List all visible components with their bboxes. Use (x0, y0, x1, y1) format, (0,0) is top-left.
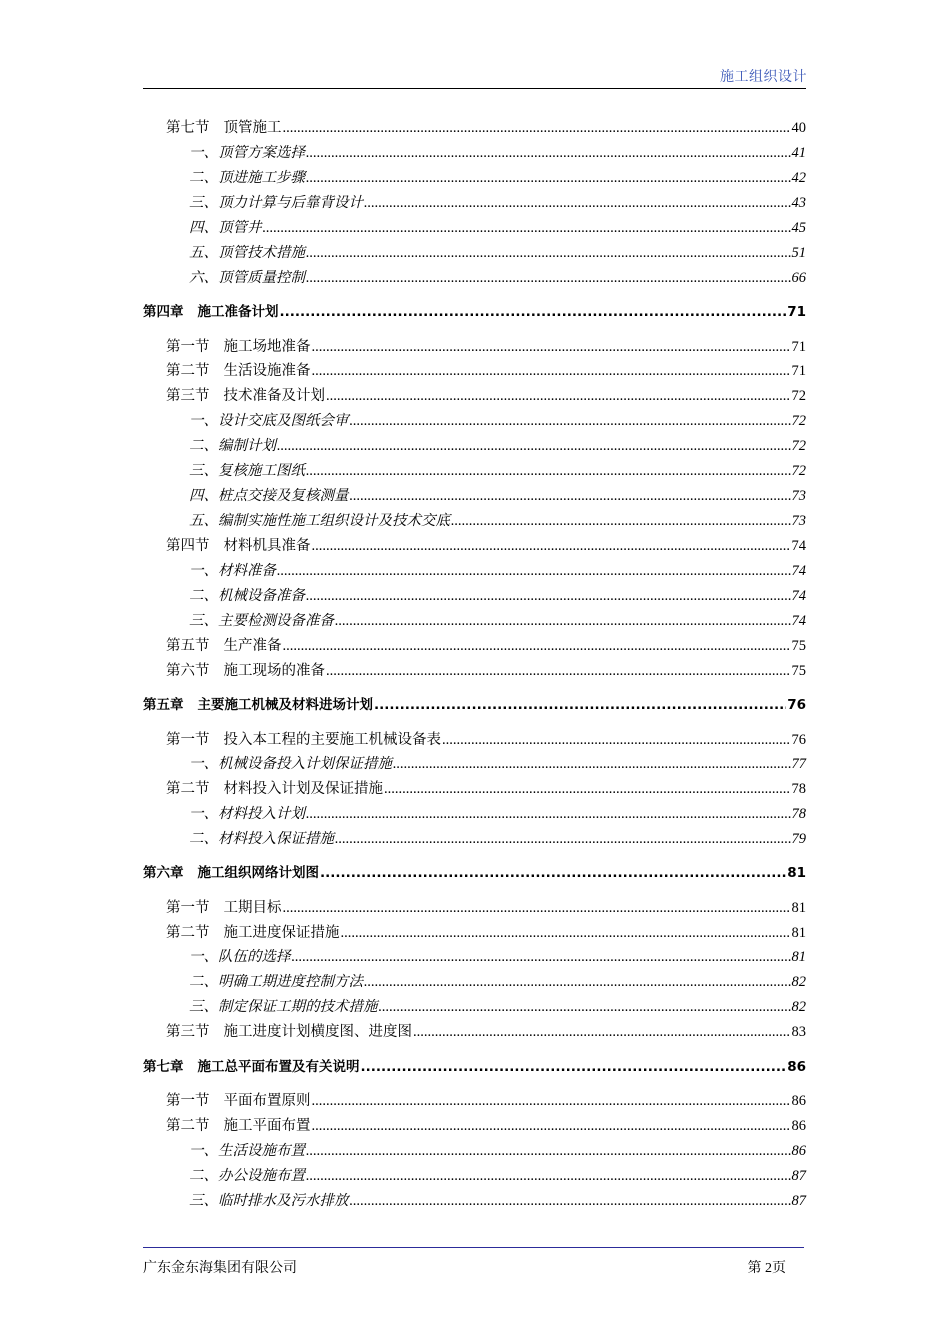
toc-entry-page: 78 (791, 806, 806, 822)
toc-section-entry[interactable] (166, 635, 806, 657)
toc-leader-dots (442, 729, 791, 751)
toc-section-entry[interactable] (166, 1021, 806, 1043)
toc-leader-dots (451, 510, 791, 532)
toc-entry-page: 81 (787, 865, 806, 881)
toc-entry-page: 75 (791, 638, 806, 654)
toc-item-entry[interactable] (189, 971, 806, 993)
toc-entry-number: 一、 (189, 563, 218, 579)
toc-leader-dots (384, 778, 791, 800)
toc-entry-page: 73 (791, 488, 806, 504)
toc-entry-page: 87 (791, 1193, 806, 1209)
toc-leader-dots (374, 694, 786, 716)
toc-entry-page: 45 (791, 220, 806, 236)
toc-entry-page: 86 (787, 1059, 806, 1075)
toc-item-entry[interactable] (189, 410, 806, 432)
toc-item-entry[interactable] (189, 828, 806, 850)
toc-entry-number: 第六节 (166, 663, 210, 679)
toc-entry-title: 施工平面布置 (223, 1118, 311, 1134)
toc-entry-title: 队伍的选择 (218, 949, 291, 965)
toc-entry-page: 72 (791, 388, 806, 404)
toc-entry-number: 一、 (189, 1143, 218, 1159)
toc-section-entry[interactable] (166, 385, 806, 407)
toc-entry-title: 施工现场的准备 (223, 663, 325, 679)
toc-leader-dots (326, 660, 791, 682)
toc-entry-page: 81 (791, 925, 806, 941)
toc-section-entry[interactable] (166, 360, 806, 382)
toc-entry-number: 三、 (189, 195, 218, 211)
toc-entry-number: 三、 (189, 463, 218, 479)
toc-entry-page: 86 (791, 1093, 806, 1109)
toc-entry-page: 74 (791, 588, 806, 604)
toc-entry-title: 材料投入计划 (218, 806, 305, 822)
toc-entry-title: 材料机具准备 (223, 538, 311, 554)
header-rule (143, 88, 806, 89)
toc-leader-dots (306, 167, 791, 189)
toc-entry-page: 82 (791, 999, 806, 1015)
toc-entry-number: 第一节 (166, 339, 210, 355)
toc-entry-number: 第四章 (143, 304, 184, 320)
toc-entry-title: 机械设备准备 (218, 588, 305, 604)
toc-entry-page: 74 (791, 563, 806, 579)
toc-item-entry[interactable] (189, 510, 806, 532)
toc-entry-page: 81 (791, 900, 806, 916)
toc-leader-dots (292, 946, 791, 968)
toc-entry-page: 66 (791, 270, 806, 286)
toc-section-entry[interactable] (166, 778, 806, 800)
footer-rule (143, 1247, 804, 1248)
toc-item-entry[interactable] (189, 585, 806, 607)
toc-entry-number: 第六章 (143, 865, 184, 881)
toc-entry-page: 74 (791, 613, 806, 629)
toc-leader-dots (306, 242, 791, 264)
toc-item-entry[interactable] (189, 217, 806, 239)
footer-company: 广东金东海集团有限公司 (143, 1261, 297, 1276)
toc-entry-page: 71 (787, 304, 806, 320)
toc-entry-page: 81 (791, 949, 806, 965)
toc-entry-title: 生活设施准备 (223, 363, 311, 379)
toc-leader-dots (283, 117, 791, 139)
toc-entry-title: 施工进度保证措施 (223, 925, 340, 941)
toc-entry-title: 投入本工程的主要施工机械设备表 (223, 732, 441, 748)
toc-entry-page: 41 (791, 145, 806, 161)
toc-section-entry[interactable] (166, 897, 806, 919)
toc-entry-title: 复核施工图纸 (218, 463, 305, 479)
toc-entry-page: 75 (791, 663, 806, 679)
toc-leader-dots (312, 535, 791, 557)
toc-leader-dots (335, 610, 791, 632)
toc-entry-number: 一、 (189, 413, 218, 429)
toc-item-entry[interactable] (189, 242, 806, 264)
toc-entry-title: 办公设施布置 (218, 1168, 305, 1184)
toc-entry-number: 五、 (189, 513, 218, 529)
toc-entry-page: 71 (791, 339, 806, 355)
toc-item-entry[interactable] (189, 1165, 806, 1187)
toc-entry-number: 四、 (189, 220, 218, 236)
toc-leader-dots (320, 862, 786, 884)
toc-chapter-entry[interactable] (143, 694, 806, 716)
toc-leader-dots (326, 385, 791, 407)
toc-entry-number: 第一节 (166, 732, 210, 748)
toc-entry-page: 74 (791, 538, 806, 554)
toc-entry-title: 生产准备 (223, 638, 282, 654)
toc-entry-number: 第七章 (143, 1059, 184, 1075)
toc-entry-number: 第二节 (166, 363, 210, 379)
toc-entry-number: 第一节 (166, 900, 210, 916)
toc-item-entry[interactable] (189, 803, 806, 825)
toc-section-entry[interactable] (166, 117, 806, 139)
toc-leader-dots (312, 1115, 791, 1137)
toc-entry-title: 施工总平面布置及有关说明 (197, 1059, 360, 1075)
toc-leader-dots (306, 460, 791, 482)
toc-entry-page: 43 (791, 195, 806, 211)
toc-leader-dots (393, 753, 791, 775)
toc-entry-title: 桩点交接及复核测量 (218, 488, 349, 504)
toc-entry-number: 一、 (189, 756, 218, 772)
toc-entry-title: 机械设备投入计划保证措施 (218, 756, 392, 772)
toc-entry-page: 77 (791, 756, 806, 772)
toc-item-entry[interactable] (189, 485, 806, 507)
toc-item-entry[interactable] (189, 167, 806, 189)
toc-entry-number: 二、 (189, 170, 218, 186)
toc-entry-number: 第二节 (166, 925, 210, 941)
toc-entry-page: 72 (791, 413, 806, 429)
toc-entry-title: 材料投入计划及保证措施 (223, 781, 383, 797)
toc-section-entry[interactable] (166, 660, 806, 682)
toc-entry-title: 材料准备 (218, 563, 276, 579)
toc-leader-dots (413, 1021, 791, 1043)
toc-entry-number: 三、 (189, 999, 218, 1015)
toc-leader-dots (364, 192, 791, 214)
toc-entry-number: 第三节 (166, 388, 210, 404)
toc-leader-dots (283, 635, 791, 657)
toc-entry-title: 设计交底及图纸会审 (218, 413, 349, 429)
toc-section-entry[interactable] (166, 535, 806, 557)
toc-item-entry[interactable] (189, 460, 806, 482)
toc-entry-number: 四、 (189, 488, 218, 504)
toc-chapter-entry[interactable] (143, 862, 806, 884)
toc-entry-title: 顶管技术措施 (218, 245, 305, 261)
toc-entry-title: 顶管施工 (223, 120, 282, 136)
toc-entry-number: 五、 (189, 245, 218, 261)
toc-entry-number: 第五节 (166, 638, 210, 654)
toc-entry-number: 第一节 (166, 1093, 210, 1109)
toc-entry-page: 76 (787, 697, 806, 713)
toc-entry-title: 编制实施性施工组织设计及技术交底 (218, 513, 450, 529)
toc-entry-number: 二、 (189, 438, 218, 454)
toc-chapter-entry[interactable] (143, 301, 806, 323)
toc-section-entry[interactable] (166, 336, 806, 358)
toc-item-entry[interactable] (189, 142, 806, 164)
toc-entry-title: 施工进度计划横度图、进度图 (223, 1024, 412, 1040)
toc-entry-number: 三、 (189, 613, 218, 629)
toc-item-entry[interactable] (189, 753, 806, 775)
toc-entry-title: 施工组织网络计划图 (197, 865, 319, 881)
toc-entry-number: 一、 (189, 949, 218, 965)
toc-entry-page: 86 (791, 1143, 806, 1159)
toc-item-entry[interactable] (189, 267, 806, 289)
toc-item-entry[interactable] (189, 560, 806, 582)
toc-entry-title: 编制计划 (218, 438, 276, 454)
toc-entry-page: 40 (791, 120, 806, 136)
toc-entry-number: 第二节 (166, 781, 210, 797)
toc-leader-dots (280, 301, 787, 323)
toc-entry-title: 生活设施布置 (218, 1143, 305, 1159)
toc-entry-number: 第五章 (143, 697, 184, 713)
toc-leader-dots (364, 971, 791, 993)
toc-entry-number: 第二节 (166, 1118, 210, 1134)
toc-leader-dots (306, 803, 791, 825)
toc-entry-number: 第四节 (166, 538, 210, 554)
toc-entry-page: 83 (791, 1024, 806, 1040)
toc-chapter-entry[interactable] (143, 1056, 806, 1078)
toc-section-entry[interactable] (166, 729, 806, 751)
toc-leader-dots (306, 267, 791, 289)
toc-entry-page: 87 (791, 1168, 806, 1184)
toc-entry-title: 材料投入保证措施 (218, 831, 334, 847)
toc-entry-page: 71 (791, 363, 806, 379)
toc-entry-number: 二、 (189, 1168, 218, 1184)
toc-entry-number: 二、 (189, 588, 218, 604)
toc-leader-dots (306, 1165, 791, 1187)
toc-leader-dots (341, 922, 791, 944)
toc-leader-dots (306, 1140, 791, 1162)
toc-entry-page: 78 (791, 781, 806, 797)
toc-leader-dots (350, 1190, 791, 1212)
toc-item-entry[interactable] (189, 1190, 806, 1212)
toc-entry-title: 临时排水及污水排放 (218, 1193, 349, 1209)
toc-leader-dots (306, 142, 791, 164)
toc-entry-page: 79 (791, 831, 806, 847)
toc-leader-dots (263, 217, 791, 239)
toc-entry-number: 一、 (189, 145, 218, 161)
toc-entry-number: 一、 (189, 806, 218, 822)
toc-leader-dots (350, 485, 791, 507)
toc-item-entry[interactable] (189, 946, 806, 968)
toc-entry-title: 主要施工机械及材料进场计划 (197, 697, 373, 713)
toc-entry-page: 42 (791, 170, 806, 186)
toc-leader-dots (379, 996, 791, 1018)
toc-entry-number: 第七节 (166, 120, 210, 136)
toc-entry-title: 明确工期进度控制方法 (218, 974, 363, 990)
running-header-title: 施工组织设计 (720, 70, 807, 85)
toc-entry-title: 制定保证工期的技术措施 (218, 999, 378, 1015)
toc-entry-page: 82 (791, 974, 806, 990)
toc-entry-title: 顶管井 (218, 220, 262, 236)
toc-leader-dots (350, 410, 791, 432)
toc-section-entry[interactable] (166, 922, 806, 944)
toc-entry-title: 顶进施工步骤 (218, 170, 305, 186)
toc-entry-page: 76 (791, 732, 806, 748)
toc-item-entry[interactable] (189, 192, 806, 214)
toc-leader-dots (312, 336, 791, 358)
toc-entry-page: 72 (791, 438, 806, 454)
toc-leader-dots (283, 897, 791, 919)
toc-leader-dots (312, 1090, 791, 1112)
toc-section-entry[interactable] (166, 1115, 806, 1137)
toc-leader-dots (361, 1056, 787, 1078)
toc-item-entry[interactable] (189, 610, 806, 632)
toc-entry-page: 51 (791, 245, 806, 261)
toc-leader-dots (335, 828, 791, 850)
toc-entry-number: 三、 (189, 1193, 218, 1209)
toc-entry-page: 86 (791, 1118, 806, 1134)
toc-entry-title: 顶管方案选择 (218, 145, 305, 161)
toc-entry-title: 工期目标 (223, 900, 282, 916)
toc-entry-title: 主要检测设备准备 (218, 613, 334, 629)
toc-entry-page: 73 (791, 513, 806, 529)
toc-item-entry[interactable] (189, 1140, 806, 1162)
toc-entry-page: 72 (791, 463, 806, 479)
toc-entry-title: 技术准备及计划 (223, 388, 325, 404)
toc-leader-dots (277, 435, 791, 457)
toc-entry-title: 顶管质量控制 (218, 270, 305, 286)
toc-leader-dots (277, 560, 791, 582)
toc-entry-title: 顶力计算与后靠背设计 (218, 195, 363, 211)
toc-entry-title: 施工准备计划 (197, 304, 279, 320)
toc-entry-number: 二、 (189, 974, 218, 990)
toc-item-entry[interactable] (189, 435, 806, 457)
footer-page-number: 第 2页 (747, 1261, 786, 1276)
toc-leader-dots (306, 585, 791, 607)
toc-entry-number: 六、 (189, 270, 218, 286)
toc-entry-title: 施工场地准备 (223, 339, 311, 355)
toc-entry-number: 第三节 (166, 1024, 210, 1040)
toc-entry-number: 二、 (189, 831, 218, 847)
toc-item-entry[interactable] (189, 996, 806, 1018)
toc-leader-dots (312, 360, 791, 382)
toc-section-entry[interactable] (166, 1090, 806, 1112)
toc-entry-title: 平面布置原则 (223, 1093, 311, 1109)
